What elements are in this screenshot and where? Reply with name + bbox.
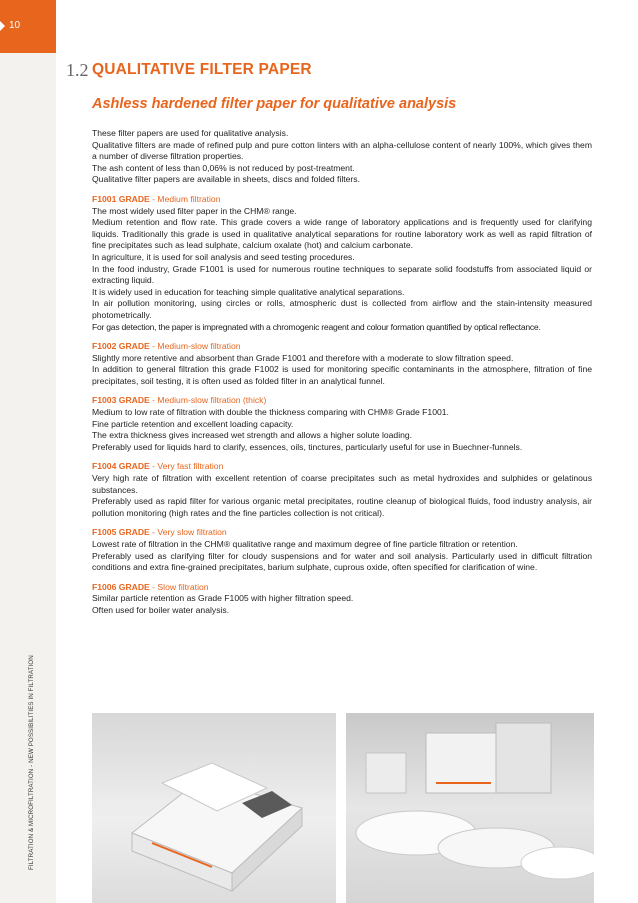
- section-subtitle: Ashless hardened filter paper for qualitative analysis: [92, 96, 457, 112]
- grade-line: It is widely used in education for teaching simple qualitative analytical separations.: [92, 286, 405, 297]
- grade-heading: [92, 582, 592, 594]
- grade-f1004: [92, 461, 592, 519]
- intro-line: Qualitative filters are made of refined pulp and pure cotton linters with an alpha-cellulose content of nearly 100%, which gives them a number of diverse filtration properties.: [92, 139, 592, 162]
- grade-name: F1003 GRADE: [92, 395, 150, 406]
- grade-name: F1004 GRADE: [92, 461, 150, 472]
- product-photo-box: [92, 713, 336, 903]
- grade-line: The extra thickness gives increased wet strength and allows a higher solute loading.: [92, 430, 413, 441]
- grade-line: Preferably used as clarifying filter for cloudy suspensions and for water and soil analysis. Particularly used in difficult filtration conditions and extra fine-grained precipitates, barium sulphate, cuprous oxide, often specified for clarification of wine.: [92, 550, 592, 573]
- grade-heading: [92, 341, 592, 353]
- grade-heading: [92, 527, 592, 539]
- side-caption: FILTRATION & MICROFILTRATION - NEW POSSIBILITIES IN FILTRATION: [28, 655, 35, 870]
- grade-f1006: [92, 582, 592, 617]
- grade-speed: - Very slow filtration: [149, 527, 227, 538]
- grade-line: Similar particle retention as Grade F1005 with higher filtration speed.: [92, 593, 354, 604]
- grade-line: Medium retention and flow rate. This grade covers a wide range of laboratory applications and is frequently used for clarifying liquids. Traditionally this grade is used in qualitative analytical separations for routine laboratory work as well as rapid filtration of fine precipitates such as lead sulphate, calcium oxalate (hot) and calcium carbonate.: [92, 217, 592, 251]
- grade-line: For gas detection, the paper is impregnated with a chromogenic reagent and colour formation quantified by optical reflectance.: [92, 321, 541, 332]
- grade-line: In air pollution monitoring, using circles or rolls, atmospheric dust is collected from airflow and the stain-intensity measured photometrically.: [92, 298, 592, 320]
- grade-f1003: [92, 395, 592, 453]
- grade-line: Very high rate of filtration with excellent retention of coarse precipitates such as metal hydroxides and sulphides or gelatinous substances.: [92, 473, 592, 495]
- grade-speed: - Slow filtration: [149, 581, 209, 592]
- grade-speed: - Very fast filtration: [149, 461, 224, 472]
- grade-name: F1006 GRADE: [92, 581, 150, 592]
- page-number: 10: [9, 20, 21, 31]
- grade-speed: - Medium filtration: [149, 193, 221, 204]
- intro-line: Qualitative filter papers are available in sheets, discs and folded filters.: [92, 174, 360, 185]
- grade-heading: [92, 395, 592, 407]
- grade-name: F1001 GRADE: [92, 193, 150, 204]
- grade-line: In agriculture, it is used for soil analysis and seed testing procedures.: [92, 251, 355, 262]
- grade-heading: [92, 194, 592, 206]
- grade-line: In the food industry, Grade F1001 is used for numerous routine techniques to separate solid foodstuffs from associated liquid or extracting liquid.: [92, 263, 592, 286]
- section-number: 1.2: [66, 60, 89, 80]
- intro-line: The ash content of less than 0,06% is not reduced by post-treatment.: [92, 162, 355, 173]
- grade-line: Fine particle retention and excellent loading capacity.: [92, 418, 294, 429]
- section-title: QUALITATIVE FILTER PAPER: [92, 61, 312, 78]
- page-number-tab: [0, 0, 56, 53]
- body-text: [92, 128, 592, 617]
- arrow-icon: [0, 21, 5, 31]
- grade-line: Slightly more retentive and absorbent than Grade F1001 and therefore with a moderate to slow filtration speed.: [92, 352, 514, 363]
- intro-line: These filter papers are used for qualitative analysis.: [92, 128, 289, 138]
- grade-line: In addition to general filtration this grade F1002 is used for monitoring specific contaminants in the atmosphere, filtration of fine precipitates, soil testing, it is often used as folded filter in an analytical funnel.: [92, 364, 592, 386]
- grade-line: Preferably used for liquids hard to clarify, essences, oils, tinctures, particularly useful for use in Buechner-funnels.: [92, 441, 523, 452]
- grade-line: The most widely used filter paper in the CHM® range.: [92, 205, 297, 216]
- grade-line: Medium to low rate of filtration with double the thickness comparing with CHM® Grade F1001.: [92, 407, 449, 418]
- grade-speed: - Medium-slow filtration (thick): [149, 395, 267, 406]
- product-photo-discs: [346, 713, 594, 903]
- grade-line: Preferably used as rapid filter for various organic metal precipitates, routine cleanup of biological fluids, food industry analysis, air pollution monitoring (high rates and the fine particles collection is not critical).: [92, 496, 592, 518]
- grade-f1002: [92, 341, 592, 387]
- grade-f1001: [92, 194, 592, 333]
- grade-speed: - Medium-slow filtration: [149, 341, 241, 352]
- grade-f1005: [92, 527, 592, 573]
- grade-name: F1005 GRADE: [92, 527, 150, 538]
- grade-line: Often used for boiler water analysis.: [92, 604, 230, 615]
- grade-line: Lowest rate of filtration in the CHM® qualitative range and maximum degree of fine particle filtration or retention.: [92, 539, 518, 549]
- grade-name: F1002 GRADE: [92, 341, 150, 352]
- grade-heading: [92, 461, 592, 473]
